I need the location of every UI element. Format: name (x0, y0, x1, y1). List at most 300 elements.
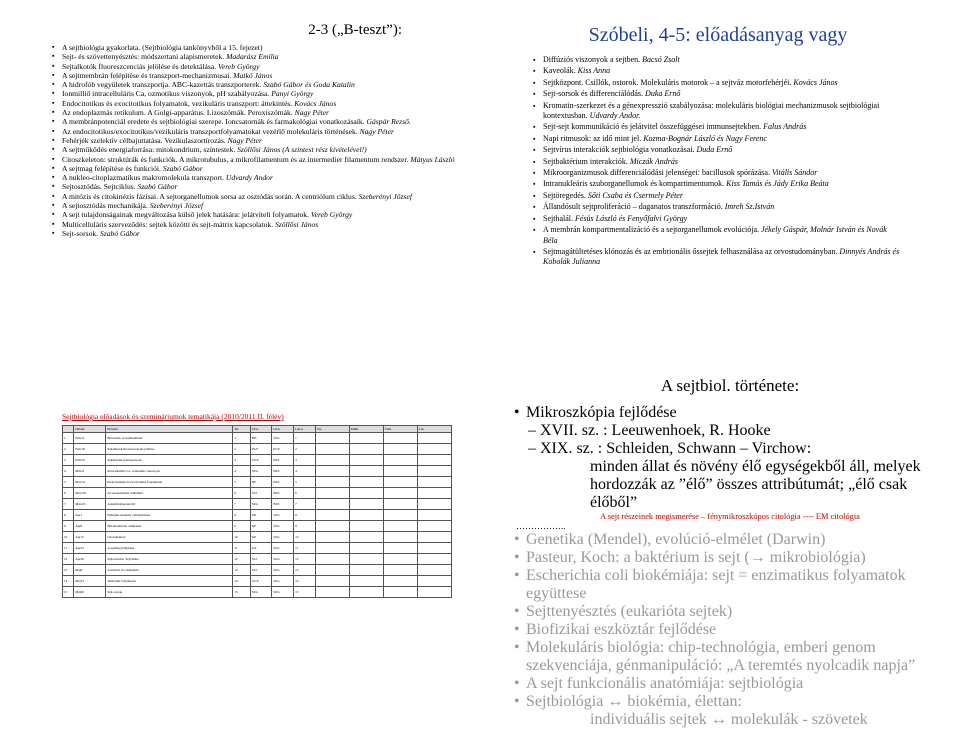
table-cell (417, 554, 451, 565)
table-cell: Máj13 (74, 576, 106, 587)
topic-text: A membrán kompartmentalizáció és a sejtorganellumok evolúciója. (543, 225, 760, 235)
table-cell (383, 444, 417, 455)
table-cell: Márc25 (74, 499, 106, 510)
table-cell: PGY (250, 444, 272, 455)
list-item (52, 182, 472, 191)
table-cell (349, 466, 383, 477)
table-cell (417, 565, 451, 576)
table-cell: Ápr22 (74, 543, 106, 554)
table-cell (417, 587, 451, 598)
table-cell: 5 (294, 477, 316, 488)
list-item (533, 78, 903, 88)
table-cell: Intracelluláris Ca, ozmotikus viszonyok (106, 466, 233, 477)
topic-text: Sejtbaktérium interakciók. (543, 156, 628, 166)
table-cell: 1 (233, 433, 251, 444)
table-cell: 8 (294, 510, 316, 521)
table-cell: 4 (294, 466, 316, 477)
table-cell: VGY (250, 455, 272, 466)
header-cell: LEA (272, 426, 294, 433)
table-cell: Ápr29 (74, 554, 106, 565)
topic-text: Sejt-sorsok. (62, 228, 99, 238)
table-cell: 15 (63, 587, 74, 598)
topic-list (533, 55, 903, 268)
table-cell: Sejtosztódás. Sejtciklus. (106, 554, 233, 565)
table-cell: NP (250, 477, 272, 488)
microscopy-item: • Mikroszkópia fejlődése (510, 404, 950, 422)
table-cell: 7 (294, 499, 316, 510)
table-cell (315, 444, 349, 455)
topic-text: A sejtosztódás mechanikája. (62, 201, 148, 211)
history-item: • Escherichia coli biokémiája: sejt = enzimatikus folyamatok együttese (510, 567, 950, 603)
table-cell: Az endoplazmás retikulum (106, 488, 233, 499)
table-cell: BZS (272, 488, 294, 499)
table-cell (315, 554, 349, 565)
topic-text: A sejtmag felépítése és funkciói. (62, 163, 161, 173)
table-cell (315, 565, 349, 576)
table-cell: 15 (233, 587, 251, 598)
table-cell: 6 (233, 488, 251, 499)
table-cell (383, 543, 417, 554)
table-cell: 7 (233, 499, 251, 510)
table-row (63, 510, 452, 521)
tail-line: individuális sejtek ↔ molekulák - szövetek (590, 711, 868, 728)
table-cell (315, 466, 349, 477)
table-cell: Febr25 (74, 455, 106, 466)
table-cell (383, 499, 417, 510)
topic-text: Citoszkeleton: struktúrák és funkciók. A mikrotubulus, a mikrofilamentum és az intermedier filamentum rendszer. (62, 154, 409, 164)
topic-text: Sejthalál. (543, 213, 573, 223)
list-item (533, 225, 903, 246)
history-item: • Sejttenyésztés (eukarióta sejtek) (510, 603, 950, 621)
table-row (63, 444, 452, 455)
topic-author: Madarász Emília (226, 52, 279, 62)
table-cell: 2 (233, 444, 251, 455)
topic-list (52, 43, 472, 238)
history-item: • Genetika (Mendel), evolúció-elmélet (Darwin) (510, 531, 950, 549)
list-item (533, 179, 903, 189)
topic-text: Sejt-sorsok és differenciálódás. (543, 89, 644, 99)
table-cell (417, 499, 451, 510)
table-cell: SZJ (250, 488, 272, 499)
history-item: • Sejtbiológia ↔ biokémia, élettan: (510, 693, 950, 711)
table-cell (349, 488, 383, 499)
table-cell: 3 (294, 455, 316, 466)
slide-b-test (52, 18, 472, 318)
topic-text: Endocitotikus és exocitotikus folyamatok, vezikuláris transzport: áttekintés. (62, 98, 293, 108)
list-item (52, 127, 472, 136)
topic-author: Miczák András (629, 156, 678, 166)
header-cell: Tel (233, 426, 251, 433)
table-cell (383, 477, 417, 488)
topic-author: Fésüs László és Fenyőfalvi György (575, 213, 688, 223)
table-cell: Máj6 (74, 565, 106, 576)
table-header (63, 426, 452, 433)
table-cell: PGY (272, 444, 294, 455)
topic-author: Szeberényi József (149, 201, 204, 211)
topic-author: Matkó János (233, 70, 273, 80)
ellipsis: …………….. (516, 521, 566, 531)
table-cell (349, 554, 383, 565)
table-cell: 6 (63, 488, 74, 499)
schedule-table (62, 425, 452, 598)
list-item (533, 134, 903, 144)
table-cell: SZG (272, 576, 294, 587)
table-cell: 4 (63, 466, 74, 477)
table-cell: 12 (63, 554, 74, 565)
table-cell: Sejtfelszíni transzporterek (106, 455, 233, 466)
table-cell: 11 (63, 543, 74, 554)
topic-author: Duka Ernő (645, 89, 681, 99)
topic-author: Vitális Sándor (771, 168, 818, 178)
topic-text: Multicelluláris szerveződés: sejtek közötti és sejt-mátrix kapcsolatok. (62, 219, 274, 229)
table-cell (315, 499, 349, 510)
history-item: • Pasteur, Koch: a baktérium is sejt (→ mikrobiológia) (510, 549, 950, 567)
table-cell: 13 (294, 565, 316, 576)
list-item (533, 157, 903, 167)
topic-text: Diffúziós viszonyok a sejtben. (543, 55, 641, 64)
table-cell (383, 576, 417, 587)
table-cell: 5 (63, 477, 74, 488)
table-cell: 9 (233, 521, 251, 532)
table-cell: 4 (233, 466, 251, 477)
table-cell (417, 521, 451, 532)
red-note: A sejt részeinek megismerése – fénymikroszkópos citológia ---- EM citológia (600, 512, 860, 521)
topic-text: Sejtközpont. Csillók, ostorok. Molekuláris motorok – a sejtváz motorfehérjéi. (543, 77, 792, 87)
schedule-caption: Sejtbiológia előadások és szemináriumok tematikája (2010/2011 II. félév) (62, 412, 284, 421)
table-cell: 15 (294, 587, 316, 598)
table-cell (417, 444, 451, 455)
slide-oral-exam (533, 18, 903, 318)
table-cell: Márc18 (74, 488, 106, 499)
history-list (510, 531, 950, 711)
topic-author: Szabó Gábor (162, 163, 203, 173)
topic-author: Kiss Tamás és Jády Erika Beáta (726, 179, 829, 189)
table-cell: A membránpotenciál (106, 499, 233, 510)
table-cell: BZS (272, 499, 294, 510)
table-cell: Febr11 (74, 433, 106, 444)
table-cell (349, 444, 383, 455)
table-cell: 1 (294, 433, 316, 444)
history-item: • Biofizikai eszköztár fejlődése (510, 621, 950, 639)
topic-author: Falus András (763, 122, 807, 132)
table-cell (383, 488, 417, 499)
table-row (63, 521, 452, 532)
table-cell: A sejtmag felépítése (106, 543, 233, 554)
table-cell (349, 455, 383, 466)
table-cell (383, 510, 417, 521)
header-cell: Sze (315, 426, 349, 433)
table-cell (417, 488, 451, 499)
table-cell: SZG (250, 587, 272, 598)
topic-author: Bacsó Zsolt (642, 55, 680, 64)
table-cell (383, 565, 417, 576)
list-item (533, 191, 903, 201)
list-item (52, 89, 472, 98)
table-cell: SZG (272, 532, 294, 543)
table-cell (349, 510, 383, 521)
topic-text: A nukleo-citoplazmatikus makromolekula transzport. (62, 173, 224, 183)
topic-text: Sejt-sejt kommunikáció és jelátvitel összefüggései immunsejtekben. (543, 122, 762, 132)
header-cell: TOK (383, 426, 417, 433)
topic-text: A mitózis és citokinézis fázisai. A sejtorganellumok sorsa az osztódás során. A centriólum ciklus. (62, 191, 357, 201)
table-cell (383, 587, 417, 598)
table-row (63, 499, 452, 510)
table-cell: Sejtalkotók fluoreszcenciás jelölése (106, 444, 233, 455)
list-item (533, 55, 903, 65)
table-cell: 12 (294, 554, 316, 565)
table-cell: SZG (272, 521, 294, 532)
table-row (63, 455, 452, 466)
topic-text: Mikroorganizmusok differenciálódási jelenségei: bacillusok spórázása. (543, 168, 770, 178)
table-cell: Citoszkeleton (106, 532, 233, 543)
topic-text: Sejtosztódás. Sejtciklus. (62, 182, 136, 192)
header-cell: Labor (294, 426, 316, 433)
topic-text: A membránpotenciál eredete és sejtbiológiai szerepe. Ioncsatornák és farmakológiai vonatkozásaik. (62, 117, 365, 127)
table-cell: SZG (250, 466, 272, 477)
table-cell: SZG (272, 510, 294, 521)
list-item (52, 173, 472, 182)
topic-author: Kovács János (793, 77, 838, 87)
table-cell: 8 (63, 510, 74, 521)
table-cell (417, 543, 451, 554)
table-cell (417, 466, 451, 477)
topic-text: A sejtmembrán felépítése és transzport-mechanizmusai. (62, 70, 232, 80)
table-row (63, 543, 452, 554)
table-cell: 14 (63, 576, 74, 587)
topic-text: Sejtvírus interakciók sejtbiológia vonatkozásai. (543, 145, 695, 155)
c19-item: – XIX. sz. : Schleiden, Schwann – Virchow: (510, 440, 950, 458)
table-cell (349, 433, 383, 444)
topic-author: Szabó Gábor és Goda Katalin (263, 80, 355, 90)
table-cell (349, 576, 383, 587)
list-item (52, 99, 472, 108)
table-cell (349, 587, 383, 598)
list-item (533, 202, 903, 212)
table-cell: BZS (272, 466, 294, 477)
list-item (533, 145, 903, 155)
topic-text: Intranukleáris szuborganellumok és kompartimentumok. (543, 179, 725, 189)
topic-text: Ionmilliő intracelluláris Ca, ozmotikus viszonyok, pH szabályozása. (62, 89, 270, 99)
slide-schedule (52, 372, 462, 672)
table-cell (417, 510, 451, 521)
table-cell: NP (250, 521, 272, 532)
table-cell (315, 433, 349, 444)
list-item (533, 168, 903, 178)
table-cell: UA (250, 543, 272, 554)
list-item (533, 89, 903, 99)
table-cell (349, 477, 383, 488)
table-cell: 9 (294, 521, 316, 532)
slide-title: A sejtbiol. története: (660, 376, 800, 395)
topic-author: Vereb György (218, 61, 260, 71)
list-item (52, 145, 472, 154)
topic-text: Fehérjék szelektív célbajuttatása. Vezikulaszortírozás. (62, 135, 226, 145)
table-cell (349, 565, 383, 576)
table-cell: Fehérjék szelektív célbajuttatása (106, 510, 233, 521)
topic-author: Vereb György (310, 210, 353, 220)
table-cell: Sejt-sorsok (106, 587, 233, 598)
table-row (63, 532, 452, 543)
topic-author: Szeberényi József (358, 191, 412, 201)
list-item (52, 80, 472, 89)
table-cell (349, 543, 383, 554)
table-row (63, 477, 452, 488)
table-row (63, 554, 452, 565)
cell-theory-line-1: minden állat és növény élő egységekből áll, melyek (590, 458, 921, 475)
topic-author: Gáspár Rezső. (366, 117, 411, 127)
table-cell: 1 (63, 433, 74, 444)
header-cell: Előadás (106, 426, 233, 433)
table-cell: A mitózis és citokinézis (106, 565, 233, 576)
table-cell: Márc4 (74, 466, 106, 477)
table-cell: SZJ (250, 565, 272, 576)
table-cell (349, 532, 383, 543)
table-cell: VGY (250, 576, 272, 587)
table-cell (383, 521, 417, 532)
list-item (52, 117, 472, 126)
table-cell (417, 576, 451, 587)
topic-author: Dinnyés András és Kobolák Julianna (543, 246, 900, 267)
table-cell: Mitokondrium, színtestek (106, 521, 233, 532)
topic-author: Sőti Csaba és Csermely Péter (587, 190, 683, 200)
topic-text: Az endocitotikus/exocitotikus/vezikuláris transzportfolyamatokat vezérlő molekuláris történések. (62, 126, 358, 136)
topic-author: Imreh Sz.István (724, 202, 775, 212)
header-cell: MOK (349, 426, 383, 433)
topic-text: Sejt- és szövettenyésztés: módszertani alapismeretek. (62, 52, 225, 62)
table-cell (417, 477, 451, 488)
topic-text: Sejtmagátültetéses klónozás és az embrionális őssejtek felhasználása az orvostudományban. (543, 246, 838, 256)
table-cell: 2 (294, 444, 316, 455)
topic-text: A hidrofób vegyületek transzportja. ABC-kazettás transzporterek. (62, 80, 262, 90)
table-cell: 14 (233, 576, 251, 587)
topic-text: Kromatin-szerkezet és a génexpresszió szabályozása: molekuláris biológiai mechanizmusok sejtbiológiai kontextusban. (543, 100, 880, 121)
topic-text: Sejtöregedés. (543, 190, 586, 200)
table-cell: 12 (233, 554, 251, 565)
slide-title: Szóbeli, 4-5: előadásanyag vagy (588, 24, 848, 46)
topic-author: Nagy Péter (227, 135, 262, 145)
topic-author: Szöllősi János (A szintest rész kivételével!) (237, 145, 367, 155)
topic-text: Sejtalkotók fluoreszcenciás jelölése és detektálása. (62, 61, 217, 71)
table-row (63, 576, 452, 587)
table-cell: BZS (272, 477, 294, 488)
table-cell (383, 554, 417, 565)
header-cell: LEA (250, 426, 272, 433)
table-cell (383, 466, 417, 477)
list-item (52, 108, 472, 117)
topic-text: Napi ritmusok: az idő mint jel. (543, 133, 642, 143)
table-cell (315, 455, 349, 466)
topic-author: Szabó Gábor (99, 228, 140, 238)
table-row (63, 565, 452, 576)
list-item (52, 164, 472, 173)
table-cell: Ápr15 (74, 532, 106, 543)
table-cell: 14 (294, 576, 316, 587)
slide-history (510, 372, 950, 728)
topic-author: Kozma-Bognár László és Nagy Ferenc (643, 133, 767, 143)
table-cell (349, 499, 383, 510)
header-cell: Lab (417, 426, 451, 433)
list-item (52, 229, 472, 238)
topic-author: Szöllősi János (275, 219, 319, 229)
table-cell: 8 (233, 510, 251, 521)
list-item (52, 201, 472, 210)
header-cell: Dátum (74, 426, 106, 433)
table-cell: BZS (272, 455, 294, 466)
c17-item: – XVII. sz. : Leeuwenhoek, R. Hooke (510, 422, 950, 440)
table-row (63, 587, 452, 598)
header-cell (63, 426, 74, 433)
topic-author: Kiss Anna (577, 66, 611, 76)
table-cell (315, 510, 349, 521)
table-cell: SZG (272, 433, 294, 444)
topic-author: Udvardy Andor (225, 173, 273, 183)
table-cell: 13 (233, 565, 251, 576)
topic-text: Kaveolák. (543, 66, 576, 76)
topic-author: Szabó Gábor (137, 182, 178, 192)
table-cell: 5 (233, 477, 251, 488)
table-cell (315, 543, 349, 554)
list-item (533, 101, 903, 122)
topic-author: Duda Ernő (696, 145, 733, 155)
topic-text: A sejt tulajdonságainak megváltozása külső jelek hatására: jelátviteli folyamatok. (62, 210, 309, 220)
topic-author: Nagy Péter (294, 108, 329, 118)
topic-author: Nagy Péter (359, 126, 394, 136)
table-cell (315, 587, 349, 598)
topic-author: Udvardy Andor. (589, 111, 641, 121)
table-cell: Endocitotikus és exocitotikus folyamatok (106, 477, 233, 488)
list-item (52, 210, 472, 219)
topic-text: Az endoplazmás retikulum. A Golgi-apparátus. Lizoszómák. Peroxiszómák. (62, 108, 293, 118)
table-cell: Febr18 (74, 444, 106, 455)
table-cell: SZG (272, 565, 294, 576)
table-row (63, 433, 452, 444)
list-item (52, 220, 472, 229)
table-cell: SZG (272, 543, 294, 554)
list-item (52, 155, 472, 164)
table-cell (417, 532, 451, 543)
list-item (52, 136, 472, 145)
topic-author: Jékely Gáspár, Molnár István és Novák Béla (543, 225, 887, 245)
topic-author: Panyi György (271, 89, 314, 99)
table-cell (383, 455, 417, 466)
history-item: • Molekuláris biológia: chip-technológia, emberi genom szekvenciája, génmanipuláció: „A teremtés nyolcadik napja” (510, 639, 950, 675)
table-cell (417, 455, 451, 466)
table-cell: SZG (250, 499, 272, 510)
table-cell: MJ (250, 532, 272, 543)
topic-text: Állandósult sejtproliferáció – daganatos transzformáció. (543, 202, 723, 212)
cell-theory-line-2: hordozzák az ”élő” összes attribútumát; „élő csak élőből” (590, 476, 908, 511)
table-cell: SZJ (250, 554, 272, 565)
table-cell: Bevezetés. A sejtmembrán. (106, 433, 233, 444)
list-item (52, 62, 472, 71)
list-item (52, 43, 472, 52)
table-cell (349, 521, 383, 532)
table-cell (315, 532, 349, 543)
list-item (533, 66, 903, 76)
table-cell: 11 (233, 543, 251, 554)
table-cell: MJ (250, 510, 272, 521)
list-item (52, 52, 472, 61)
slide-title: 2-3 („B-teszt”): (308, 22, 402, 38)
table-cell: SZG (272, 554, 294, 565)
list-item (52, 192, 472, 201)
list-item (533, 214, 903, 224)
topic-author: Kovács János (294, 98, 337, 108)
table-cell: 10 (233, 532, 251, 543)
table-cell: 10 (294, 532, 316, 543)
table-cell (315, 477, 349, 488)
table-cell (315, 488, 349, 499)
